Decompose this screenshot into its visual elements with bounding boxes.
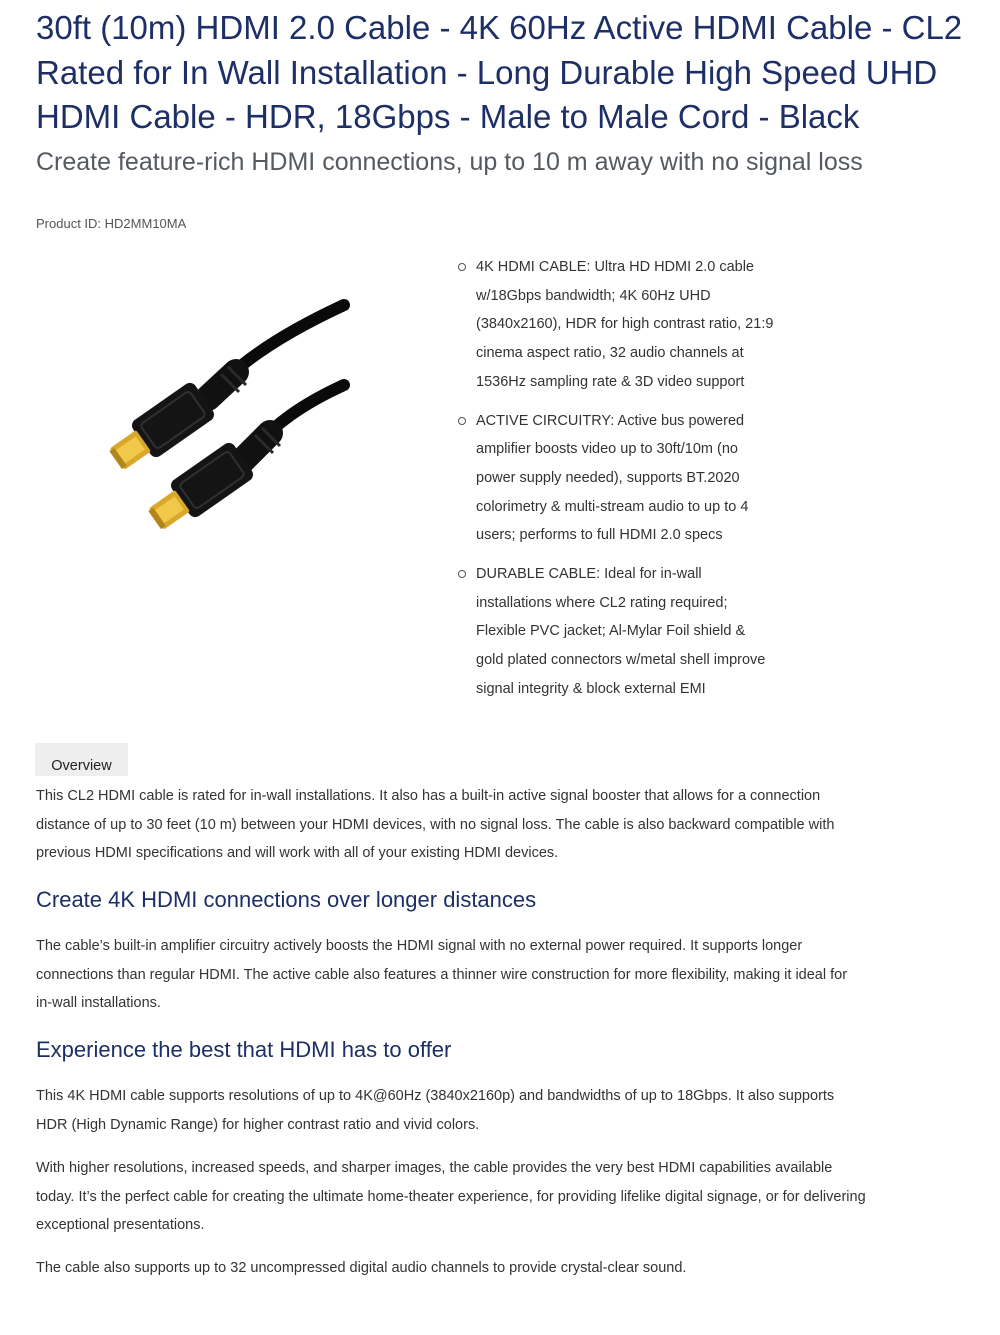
- feature-text: ACTIVE CIRCUITRY: Active bus powered amplifier boosts video up to 30ft/10m (no power supply needed), supports BT.2020 colorimetry & multi-stream audio to up to 4 users; performs to full HDMI 2.0 specs: [476, 412, 749, 544]
- feature-list: [456, 253, 776, 714]
- tab-overview[interactable]: Overview: [35, 743, 128, 776]
- feature-text: 4K HDMI CABLE: Ultra HD HDMI 2.0 cable w/18Gbps bandwidth; 4K 60Hz UHD (3840x2160), HDR for high contrast ratio, 21:9 cinema aspect ratio, 32 audio channels at 1536Hz sampling rate & 3D video support: [476, 259, 774, 390]
- product-id-value: HD2MM10MA: [104, 216, 187, 231]
- section-heading-distance: Create 4K HDMI connections over longer distances: [36, 887, 537, 912]
- feature-item: [456, 253, 776, 397]
- section-best-paragraph-2: With higher resolutions, increased speeds, and sharper images, the cable provides the very best HDMI capabilities available today. It’s the perfect cable for creating the ultimate home-theater experience, for providing lifelike digital signage, or for delivering exceptional presentations.: [36, 1160, 866, 1234]
- hdmi-cable-image[interactable]: [100, 290, 350, 530]
- feature-text: DURABLE CABLE: Ideal for in-wall installations where CL2 rating required; Flexible PVC jacket; Al-Mylar Foil shield & gold plated connectors w/metal shell improve signal integrity & block external EMI: [476, 566, 766, 697]
- feature-item: [456, 407, 776, 551]
- circle-bullet-icon: [458, 263, 466, 271]
- section-heading-best-hdmi: Experience the best that HDMI has to offer: [36, 1037, 452, 1062]
- product-title: 30ft (10m) HDMI 2.0 Cable - 4K 60Hz Active HDMI Cable - CL2 Rated for In Wall Installation - Long Durable High Speed UHD HDMI Cable - HDR, 18Gbps - Male to Male Cord - Black: [36, 9, 963, 135]
- section-best-paragraph-1: This 4K HDMI cable supports resolutions of up to 4K@60Hz (3840x2160p) and bandwidths of up to 18Gbps. It also supports HDR (High Dynamic Range) for higher contrast ratio and vivid colors.: [36, 1088, 835, 1133]
- circle-bullet-icon: [458, 570, 466, 578]
- section-best-paragraph-3: The cable also supports up to 32 uncompressed digital audio channels to provide crystal-clear sound.: [36, 1260, 687, 1276]
- product-id: [36, 215, 186, 233]
- section-distance-paragraph: The cable’s built-in amplifier circuitry actively boosts the HDMI signal with no external power required. It supports longer connections than regular HDMI. The active cable also features a thinner wire construction for more flexibility, making it ideal for in-wall installations.: [36, 938, 848, 1012]
- overview-intro: This CL2 HDMI cable is rated for in-wall installations. It also has a built-in active signal booster that allows for a connection distance of up to 30 feet (10 m) between your HDMI devices, with no signal loss. The cable is also backward compatible with previous HDMI specifications and will work with all of your existing HDMI devices.: [36, 788, 835, 862]
- product-subtitle: Create feature-rich HDMI connections, up to 10 m away with no signal loss: [36, 148, 863, 176]
- product-id-label: Product ID:: [36, 216, 102, 231]
- circle-bullet-icon: [458, 417, 466, 425]
- feature-item: [456, 560, 776, 704]
